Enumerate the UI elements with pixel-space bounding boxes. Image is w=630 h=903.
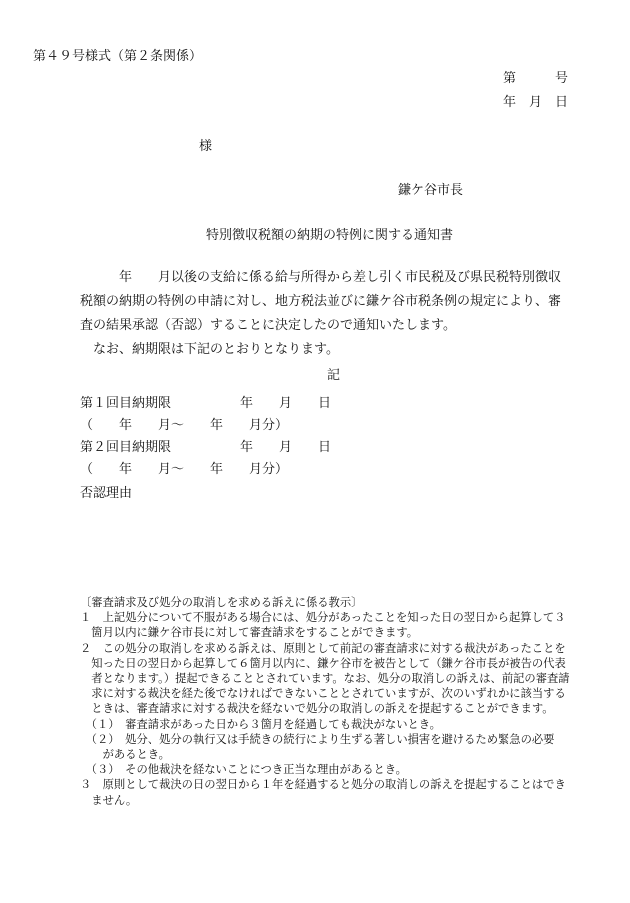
notice-line: １ 上記処分について不服がある場合には、処分があったことを知った日の翌日から起算して３ [80,611,566,625]
body-line: 税額の納期の特例の申請に対し、地方税法並びに鎌ケ谷市税条例の規定により、審 [80,294,562,309]
notice-line: （１） 審査請求があった日から３箇月を経過しても裁決がないとき。 [80,717,441,731]
body-line: 年 月以後の支給に係る給与所得から差し引く市民税及び県民税特別徴収 [80,270,562,285]
notice-line: 求に対する裁決を経た後でなければできないこととされていますが、次のいずれかに該当する [80,687,566,701]
notice-line: （３） その他裁決を経ないことにつき正当な理由があるとき。 [80,763,407,777]
notice-line: 知った日の翌日から起算して６箇月以内に、鎌ケ谷市を被告として（鎌ケ谷市長が被告の代表 [80,656,566,670]
appeal-notice [80,595,600,808]
body-paragraph [80,266,580,362]
sender-name: 鎌ケ谷市長 [398,183,464,198]
denial-reason-label: 否認理由 [80,486,133,501]
document-date: 年 月 日 [503,95,569,110]
notice-line: ２ この処分の取消しを求める訴えは、原則として前記の審査請求に対する裁決があったことを [80,641,566,655]
deadline-1-period: （ 年 月～ 年 月分） [80,418,289,433]
notice-line: ３ 原則として裁決の日の翌日から１年を経過すると処分の取消しの訴えを提起することはでき [80,778,566,792]
body-line: 査の結果承認（否認）することに決定したので通知いたします。 [80,318,456,333]
document-title: 特別徴収税額の納期の特例に関する通知書 [206,228,454,243]
deadline-1-date: 年 月 日 [240,396,332,411]
notice-line: 箇月以内に鎌ケ谷市長に対して審査請求をすることができます。 [80,626,419,640]
deadline-2-label: 第２回目納期限 [80,440,172,455]
form-number: 第４９号様式（第２条関係） [33,49,203,64]
notice-line: 者となります。）提起できることとされています。なお、処分の取消しの訴えは、前記の審査請 [80,672,570,686]
notice-line: ときは、審査請求に対する裁決を経ないで処分の取消しの訴えを提起することができます。 [80,702,554,716]
notice-line: ません。 [80,793,138,807]
ki-heading: 記 [327,368,341,383]
notice-line: （２） 処分、処分の執行又は手続きの続行により生ずる著しい損害を避けるため緊急の必要 [80,732,555,746]
notice-heading: 〔審査請求及び処分の取消しを求める訴えに係る教示〕 [80,596,363,609]
recipient-honorific: 様 [199,139,213,154]
body-line: なお、納期限は下記のとおりとなります。 [80,342,339,357]
notice-line: があるとき。 [80,748,170,762]
deadline-2-date: 年 月 日 [240,440,332,455]
deadline-2-period: （ 年 月～ 年 月分） [80,462,289,477]
deadline-1-label: 第１回目納期限 [80,396,172,411]
document-number: 第 号 [503,71,569,86]
